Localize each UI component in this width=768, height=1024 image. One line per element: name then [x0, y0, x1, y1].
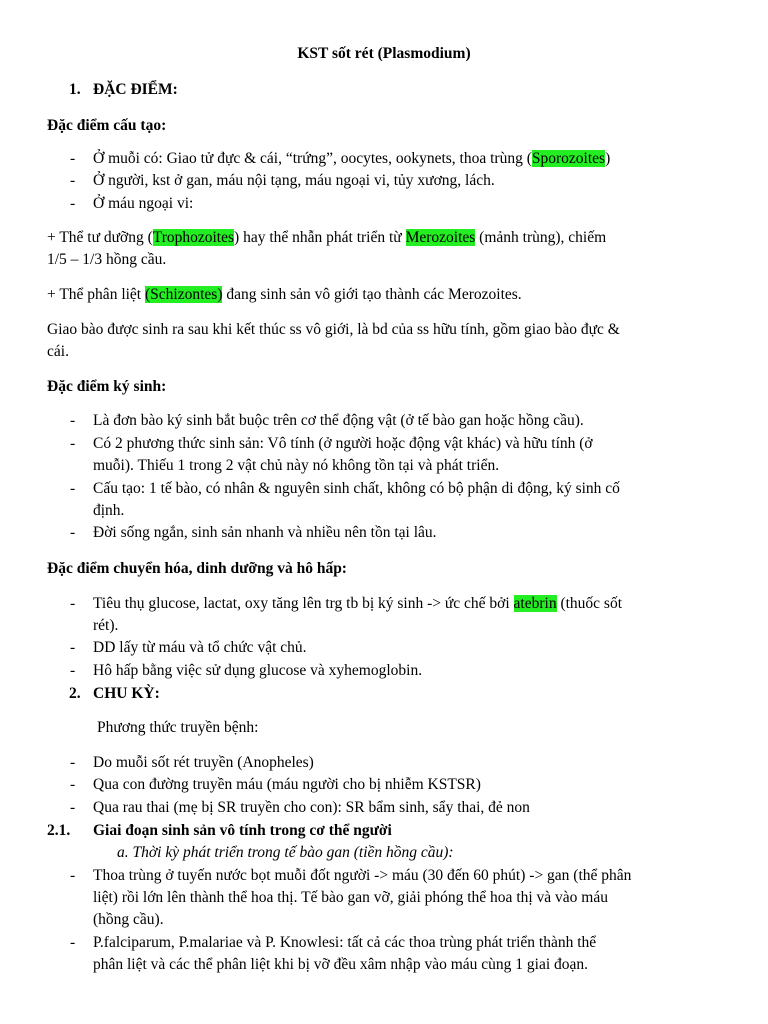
bullet-dash: - — [70, 776, 76, 793]
highlight-merozoites: Merozoites — [405, 229, 476, 246]
chuyen-hoa-heading: Đặc điểm chuyển hóa, dinh dưỡng và hô hấp: — [47, 560, 347, 577]
bullet-dash: - — [70, 435, 76, 452]
cau-tao-bullet-3: Ở máu ngoại vi: — [93, 195, 194, 212]
highlight-sporozoites: Sporozoites — [531, 150, 606, 167]
bullet-dash: - — [70, 150, 76, 167]
ky-sinh-bullet-2-line-1: Có 2 phương thức sinh sản: Vô tính (ở người hoặc động vật khác) và hữu tính (ở — [93, 435, 593, 452]
bullet-dash: - — [70, 934, 76, 951]
bullet-dash: - — [70, 195, 76, 212]
ky-sinh-bullet-4: Đời sống ngắn, sinh sản nhanh và nhiều nên tồn tại lâu. — [93, 524, 437, 541]
highlight-atebrin: atebrin — [513, 595, 557, 612]
bullet-dash: - — [70, 867, 76, 884]
section-2-heading: CHU KỲ: — [93, 685, 160, 702]
paragraph-giao-bao-line-1: Giao bào được sinh ra sau khi kết thúc ss vô giới, là bd của ss hữu tính, gồm giao bào đực & — [47, 321, 620, 338]
cau-tao-heading: Đặc điểm cấu tạo: — [47, 117, 167, 134]
bullet-dash: - — [70, 172, 76, 189]
ky-sinh-bullet-1: Là đơn bào ký sinh bắt buộc trên cơ thể động vật (ở tế bào gan hoặc hồng cầu). — [93, 412, 584, 429]
paragraph-trophozoites-line-2: 1/5 – 1/3 hồng cầu. — [47, 251, 167, 268]
bullet-dash: - — [70, 595, 76, 612]
liver-stage-bullet-1-line-2: liệt) rồi lớn lên thành thể hoa thị. Tế bào gan vỡ, giải phóng thể hoa thị và vào máu — [93, 889, 608, 906]
chuyen-hoa-bullet-3: Hô hấp bằng việc sử dụng glucose và xyhemoglobin. — [93, 662, 423, 679]
chuyen-hoa-bullet-1-line-2: rét). — [93, 617, 119, 634]
liver-stage-bullet-2-line-1: P.falciparum, P.malariae và P. Knowlesi: tất cả các thoa trùng phát triển thành thể — [93, 934, 597, 951]
bullet-dash: - — [70, 799, 76, 816]
bullet-dash: - — [70, 480, 76, 497]
transmission-bullet-2: Qua con đường truyền máu (máu người cho bị nhiễm KSTSR) — [93, 776, 481, 793]
cau-tao-bullet-1: Ở muỗi có: Giao tử đực & cái, “trứng”, oocytes, ookynets, thoa trùng (Sporozoites) — [93, 150, 611, 167]
section-2-1-heading: Giai đoạn sinh sản vô tính trong cơ thể người — [93, 822, 392, 839]
liver-stage-bullet-2-line-2: phân liệt và các thể phân liệt khi bị vỡ đều xâm nhập vào máu cùng 1 giai đoạn. — [93, 956, 589, 973]
paragraph-trophozoites-line-1: + Thể tư dưỡng (Trophozoites) hay thể nhẫn phát triển từ Merozoites (mảnh trùng), chiếm — [47, 229, 607, 246]
paragraph-schizontes: + Thể phân liệt (Schizontes) đang sinh sản vô giới tạo thành các Merozoites. — [47, 286, 522, 303]
highlight-schizontes: (Schizontes) — [145, 286, 223, 303]
chuyen-hoa-bullet-1-line-1: Tiêu thụ glucose, lactat, oxy tăng lên trg tb bị ký sinh -> ức chế bởi atebrin (thuốc sốt — [93, 595, 623, 612]
section-2-1-number: 2.1. — [47, 822, 71, 839]
ky-sinh-bullet-2-line-2: muỗi). Thiếu 1 trong 2 vật chủ này nó không tồn tại và phát triển. — [93, 457, 500, 474]
transmission-bullet-1: Do muỗi sốt rét truyền (Anopheles) — [93, 754, 314, 771]
bullet-dash: - — [70, 662, 76, 679]
liver-stage-bullet-1-line-3: (hồng cầu). — [93, 911, 164, 928]
chuyen-hoa-bullet-2: DD lấy từ máu và tổ chức vật chủ. — [93, 639, 307, 656]
cau-tao-bullet-2: Ở người, kst ở gan, máu nội tạng, máu ngoại vi, tủy xương, lách. — [93, 172, 495, 189]
section-2-number: 2. — [69, 685, 81, 702]
section-1-number: 1. — [69, 81, 81, 98]
bullet-dash: - — [70, 754, 76, 771]
transmission-bullet-3: Qua rau thai (mẹ bị SR truyền cho con): SR bẩm sinh, sẩy thai, đẻ non — [93, 799, 530, 816]
bullet-dash: - — [70, 639, 76, 656]
liver-stage-bullet-1-line-1: Thoa trùng ở tuyến nước bọt muỗi đốt người -> máu (30 đến 60 phút) -> gan (thể phân — [93, 867, 632, 884]
bullet-dash: - — [70, 412, 76, 429]
paragraph-giao-bao-line-2: cái. — [47, 343, 69, 360]
highlight-trophozoites: Trophozoites — [152, 229, 235, 246]
section-1-heading: ĐẶC ĐIỂM: — [93, 81, 178, 98]
ky-sinh-bullet-3-line-2: định. — [93, 502, 125, 519]
ky-sinh-bullet-3-line-1: Cấu tạo: 1 tế bào, có nhân & nguyên sinh chất, không có bộ phận di động, ký sinh cố — [93, 480, 620, 497]
sub-section-a-heading: a. Thời kỳ phát triển trong tế bào gan (tiền hồng cầu): — [117, 844, 454, 861]
document-title: KST sốt rét (Plasmodium) — [297, 45, 471, 62]
ky-sinh-heading: Đặc điểm ký sinh: — [47, 378, 167, 395]
bullet-dash: - — [70, 524, 76, 541]
transmission-subheading: Phương thức truyền bệnh: — [97, 719, 259, 736]
